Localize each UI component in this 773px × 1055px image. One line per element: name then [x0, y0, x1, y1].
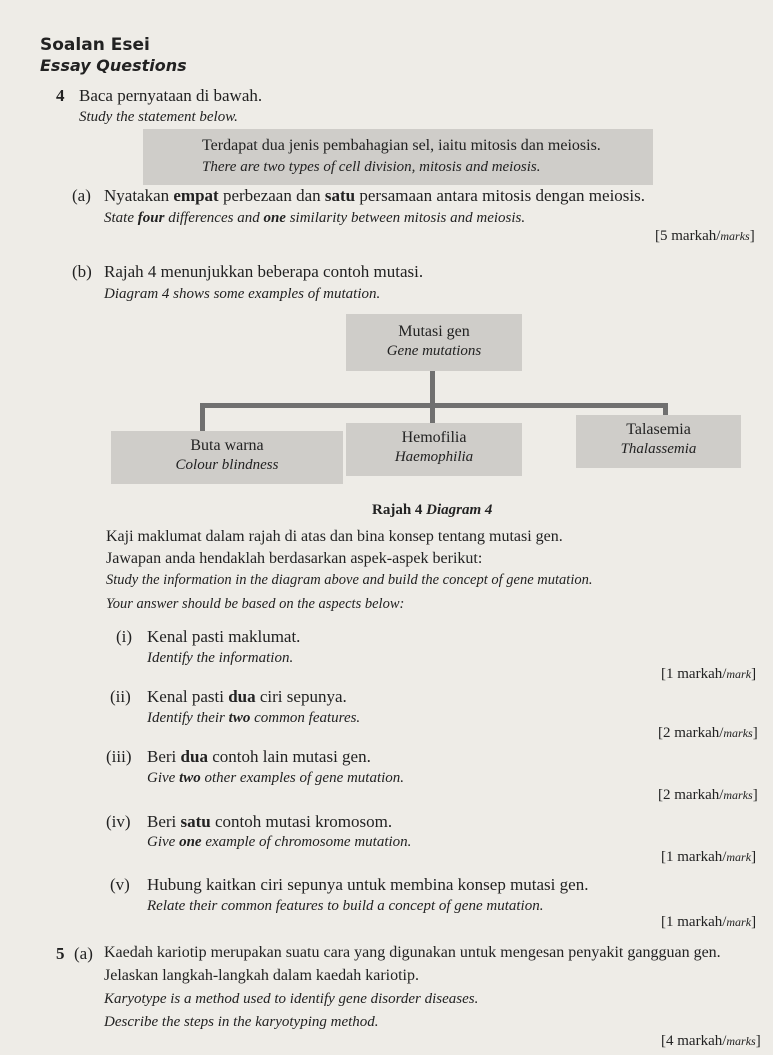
sub-v-en-text: Relate their common features to build a concept of gene mutation. [147, 898, 544, 914]
q4a-ms-bold1: empat [173, 186, 219, 205]
sub-v-marks-close: ] [751, 914, 757, 930]
q4a-text-ms [104, 186, 645, 206]
q4a-en-mid: differences and [164, 210, 264, 226]
sub-ii-marks-ms: [2 markah/ [658, 725, 724, 741]
sub-ii-marks [658, 725, 758, 742]
q5a-en-line2: Describe the steps in the karyotyping method. [104, 1014, 379, 1030]
sub-v-label: (v) [110, 875, 130, 894]
sub-i-ms-text: Kenal pasti maklumat. [147, 627, 301, 646]
sub-iv-marks-ms: [1 markah/ [661, 849, 727, 865]
sub-i-marks-ms: [1 markah/ [661, 666, 727, 682]
q5a-marks-close: ] [755, 1033, 761, 1049]
diagram-box-thalassemia [576, 415, 741, 468]
sub-v-en [147, 898, 543, 915]
sub-v-ms [147, 875, 588, 895]
sub-iii-en-bold: two [179, 770, 201, 786]
statement-ms: Terdapat dua jenis pembahagian sel, iaitu mitosis dan meiosis. [202, 137, 601, 154]
connector-middle-drop [430, 403, 435, 423]
diagram-box-haemophilia [346, 423, 522, 476]
q4a-ms-mid: perbezaan dan [218, 186, 325, 205]
q4b-text-en: Diagram 4 shows some examples of mutation. [104, 286, 381, 302]
q4-intro-ms: Baca pernyataan di bawah. [79, 86, 263, 105]
sub-iii-ms-pre: Beri [147, 747, 181, 766]
q4b-label: (b) [72, 262, 92, 281]
q5a-en-line1: Karyotype is a method used to identify gene disorder diseases. [104, 991, 479, 1007]
sub-ii-ms-pre: Kenal pasti [147, 687, 229, 706]
sub-ii-label: (ii) [110, 687, 131, 706]
child-3-en: Thalassemia [620, 441, 697, 457]
sub-iv-en [147, 834, 411, 851]
sub-ii-en-pre: Identify their [147, 710, 229, 726]
q4a-text-en [104, 210, 525, 227]
diagram-box-colour-blindness [111, 431, 343, 484]
q4b-text-ms: Rajah 4 menunjukkan beberapa contoh mutasi. [104, 262, 424, 281]
root-label-en: Gene mutations [386, 343, 482, 359]
child-1-en: Colour blindness [175, 457, 279, 473]
sub-iii-ms-bold: dua [180, 747, 208, 766]
diagram-caption [372, 502, 492, 519]
sub-i-en [147, 650, 293, 667]
q5a-label: (a) [74, 944, 93, 963]
question-number-5: 5 [56, 944, 65, 963]
diagram-root-box [346, 314, 522, 371]
q4a-en-post: similarity between mitosis and meiosis. [285, 210, 526, 226]
connector-root-stem [430, 371, 435, 406]
sub-v-marks-ms: [1 markah/ [661, 914, 727, 930]
q4a-marks-ms: [5 markah/ [655, 228, 721, 244]
statement-en: There are two types of cell division, mitosis and meiosis. [202, 159, 541, 175]
q4a-ms-pre: Nyatakan [104, 186, 174, 205]
sub-iv-ms-post: contoh mutasi kromosom. [210, 812, 393, 831]
sub-iv-en-bold: one [179, 834, 202, 850]
sub-v-marks-en: mark [726, 915, 752, 929]
q5a-marks-ms: [4 markah/ [661, 1033, 727, 1049]
sub-v-ms-text: Hubung kaitkan ciri sepunya untuk membina konsep mutasi gen. [147, 875, 589, 894]
sub-iv-ms-bold: satu [180, 812, 211, 831]
q5a-ms-line2: Jelaskan langkah-langkah dalam kaedah kariotip. [104, 967, 419, 984]
q4a-en-bold1: four [137, 210, 165, 226]
sub-i-label: (i) [116, 627, 133, 646]
section-title: Soalan Esei [40, 35, 150, 55]
child-1-ms: Buta warna [190, 437, 264, 454]
connector-left-drop [200, 403, 205, 431]
q5a-marks [661, 1033, 761, 1050]
statement-box [143, 129, 653, 185]
sub-iv-ms-pre: Beri [147, 812, 181, 831]
question-number-4: 4 [56, 86, 65, 105]
sub-iii-ms-post: contoh lain mutasi gen. [207, 747, 371, 766]
sub-iii-marks-ms: [2 markah/ [658, 787, 724, 803]
sub-iv-label: (iv) [106, 812, 131, 831]
connector-right-drop [663, 403, 668, 415]
q4a-label: (a) [72, 186, 91, 205]
sub-i-marks-en: mark [726, 667, 752, 681]
q4a-en-pre: State [104, 210, 138, 226]
sub-iv-marks-en: mark [726, 850, 752, 864]
section-subtitle: Essay Questions [40, 56, 187, 75]
caption-ms: Rajah 4 [372, 502, 423, 518]
q4-intro-en: Study the statement below. [79, 109, 238, 125]
child-3-ms: Talasemia [626, 421, 691, 438]
task-ms-line1: Kaji maklumat dalam rajah di atas dan bina konsep tentang mutasi gen. [106, 528, 563, 545]
sub-iv-en-post: example of chromosome mutation. [201, 834, 412, 850]
task-en-line2: Your answer should be based on the aspects below: [106, 596, 405, 612]
sub-iv-marks-close: ] [751, 849, 757, 865]
sub-iii-label: (iii) [106, 747, 132, 766]
q5a-ms-line1: Kaedah kariotip merupakan suatu cara yang digunakan untuk mengesan penyakit gangguan gen. [104, 944, 721, 961]
sub-i-ms [147, 627, 300, 647]
sub-i-marks [661, 666, 756, 683]
sub-ii-en-bold: two [228, 710, 251, 726]
sub-iv-en-pre: Give [147, 834, 180, 850]
sub-iv-marks [661, 849, 756, 866]
sub-v-marks [661, 914, 756, 931]
caption-en: Diagram 4 [426, 502, 493, 518]
q4a-marks [655, 228, 755, 245]
sub-iii-marks [658, 787, 758, 804]
sub-iii-marks-close: ] [752, 787, 758, 803]
q5a-marks-en: marks [726, 1034, 756, 1048]
sub-iii-en [147, 770, 404, 787]
sub-ii-ms-bold: dua [228, 687, 256, 706]
q4a-marks-en: marks [720, 229, 750, 243]
q4a-en-bold2: one [263, 210, 286, 226]
sub-ii-ms [147, 687, 347, 707]
q4a-marks-close: ] [749, 228, 755, 244]
sub-i-en-text: Identify the information. [147, 650, 294, 666]
sub-iii-ms [147, 747, 371, 767]
sub-iii-en-post: other examples of gene mutation. [200, 770, 405, 786]
child-2-ms: Hemofilia [401, 429, 467, 446]
sub-ii-marks-en: marks [723, 726, 753, 740]
q4a-ms-post: persamaan antara mitosis dengan meiosis. [355, 186, 646, 205]
sub-ii-ms-post: ciri sepunya. [255, 687, 347, 706]
sub-ii-en [147, 710, 360, 727]
sub-i-marks-close: ] [751, 666, 757, 682]
sub-iii-marks-en: marks [723, 788, 753, 802]
q4a-ms-bold2: satu [324, 186, 356, 205]
child-2-en: Haemophilia [394, 449, 474, 465]
sub-ii-marks-close: ] [752, 725, 758, 741]
sub-ii-en-post: common features. [250, 710, 361, 726]
task-ms-line2: Jawapan anda hendaklah berdasarkan aspek-aspek berikut: [106, 550, 483, 567]
sub-iv-ms [147, 812, 392, 832]
root-label-ms: Mutasi gen [398, 323, 470, 340]
sub-iii-en-pre: Give [147, 770, 180, 786]
task-en-line1: Study the information in the diagram above and build the concept of gene mutation. [106, 572, 593, 588]
